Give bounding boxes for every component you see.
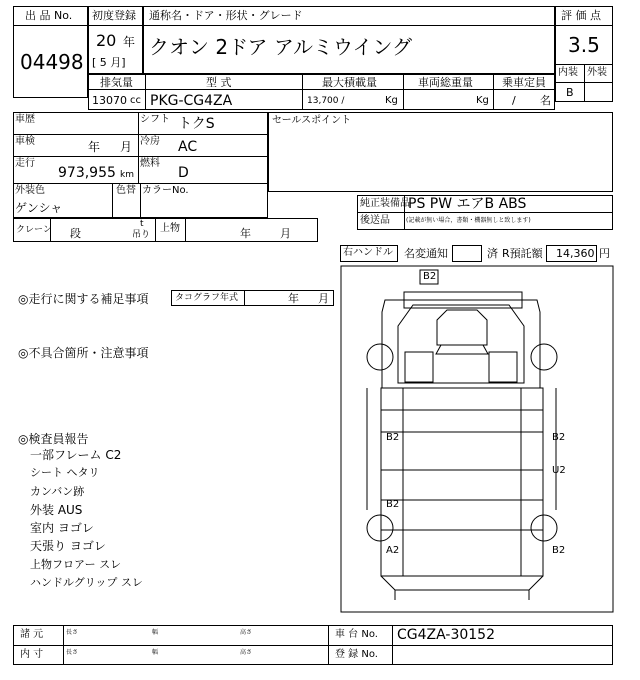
equipment-label: 純正装備品 (360, 198, 410, 209)
shift-value: トクS (178, 116, 215, 132)
recycle-mark: 済 (487, 247, 498, 260)
exterior-color-value: ゲンシャ (15, 201, 63, 215)
exterior-color-label: 外装色 (15, 185, 45, 196)
max-load-label: 最大積載量 (322, 76, 377, 89)
color-number-label: カラーNo. (142, 185, 189, 196)
inspector-report-label: ◎検査員報告 (18, 432, 89, 446)
chassis-label: 車 台 No. (335, 629, 378, 640)
model-name-label: 通称名・ドア・形状・グレード (149, 9, 303, 22)
capacity-unit: 名 (540, 94, 551, 107)
inspector-item: 天張り ヨゴレ (30, 539, 106, 553)
interior-label: 内装 (558, 67, 578, 78)
diagram-mark-top: B2 (423, 271, 437, 282)
tachograph-year: 年 (288, 292, 299, 305)
chassis-number: CG4ZA-30152 (397, 627, 495, 643)
inspector-item: カンバン跡 (30, 485, 85, 498)
ac-label: 冷房 (140, 136, 160, 147)
diagram-mark-left: B2 (386, 432, 400, 443)
body-upper-month: 月 (280, 227, 291, 240)
color-change-label: 色替 (116, 185, 136, 196)
inspection-label: 車検 (15, 136, 35, 147)
fuel-value: D (178, 165, 189, 181)
gross-weight-unit: Kg (476, 95, 489, 106)
diagram-mark-right: B2 (552, 432, 566, 443)
length-label: 長さ (66, 649, 79, 656)
first-registration-year-unit: 年 (123, 35, 136, 49)
width-label: 幅 (152, 629, 159, 636)
registration-label: 登 録 No. (335, 649, 378, 660)
dims-label: 諸 元 (20, 629, 44, 640)
crane-label: クレーン (16, 225, 52, 235)
recycle-amount: 14,360 (556, 247, 595, 260)
model-name: クオン 2ドア アルミウイング (149, 35, 413, 59)
body-upper-label: 上物 (160, 223, 180, 234)
tachograph-label: タコグラフ年式 (175, 293, 239, 303)
inspector-item: 室内 ヨゴレ (30, 521, 94, 535)
score-value: 3.5 (568, 33, 600, 57)
capacity-label: 乗車定員 (502, 76, 546, 89)
crane-tonnage: t (140, 219, 144, 229)
displacement-unit: cc (130, 95, 141, 106)
body-upper-year: 年 (240, 227, 251, 240)
diagram-mark-left: A2 (386, 545, 400, 556)
inspector-item: 一部フレーム C2 (30, 448, 122, 462)
lot-number-label: 出 品 No. (25, 9, 73, 22)
inspector-item: ハンドルグリップ スレ (30, 576, 143, 589)
displacement-label: 排気量 (100, 76, 133, 89)
diagram-mark-left: B2 (386, 499, 400, 510)
width-label: 幅 (152, 649, 159, 656)
exterior-label: 外装 (587, 67, 607, 78)
length-label: 長さ (66, 629, 79, 636)
sales-point-label: セールスポイント (272, 115, 352, 126)
diagram-mark-right: B2 (552, 545, 566, 556)
history-label: 車歴 (15, 114, 35, 125)
mileage-value: 973,955 (58, 165, 116, 181)
aftermarket-label: 後送品 (360, 215, 390, 226)
score-label: 評 価 点 (561, 9, 601, 22)
inspection-month: 月 (120, 140, 133, 154)
interior-grade: B (566, 86, 574, 99)
diagram-mark-right: U2 (552, 465, 566, 476)
recycle-unit: 円 (599, 247, 610, 260)
equipment-value: PS PW エアB ABS (408, 196, 527, 212)
first-registration-label: 初度登録 (92, 9, 136, 22)
height-label: 高さ (240, 629, 253, 636)
inspector-item: 外装 AUS (30, 503, 83, 517)
displacement-value: 13070 (92, 94, 127, 107)
mileage-label: 走行 (15, 158, 35, 169)
model-type-value: PKG-CG4ZA (150, 93, 233, 109)
ac-value: AC (178, 139, 198, 155)
tachograph-month: 月 (318, 292, 329, 305)
inspection-year: 年 (88, 140, 101, 154)
model-type-label: 型 式 (206, 76, 232, 89)
aftermarket-note: (記載が無い場合，書類・機器無しと致します) (406, 217, 531, 224)
recycle-label: R預託額 (502, 247, 543, 260)
crane-stage: 段 (70, 227, 81, 240)
defects-label: ◎不具合箇所・注意事項 (18, 346, 149, 360)
lot-number: 04498 (20, 50, 84, 74)
inspector-item: シート ヘタリ (30, 466, 100, 479)
driving-notes-label: ◎走行に関する補足事項 (18, 292, 149, 306)
name-change-label: 名変通知 (404, 247, 448, 260)
interior-dims-label: 内 寸 (20, 649, 44, 660)
first-registration-year: 20 (96, 31, 117, 50)
mileage-unit: km (120, 170, 134, 180)
gross-weight-label: 車両総重量 (418, 76, 473, 89)
inspector-item: 上物フロアー スレ (30, 558, 122, 571)
capacity-separator: / (512, 94, 516, 107)
shift-label: シフト (140, 114, 170, 125)
first-registration-month: [ 5 月] (92, 56, 126, 69)
handle-value: 右ハンドル (343, 247, 393, 258)
height-label: 高さ (240, 649, 253, 656)
max-load-unit: Kg (385, 95, 398, 106)
fuel-label: 燃料 (140, 158, 160, 169)
max-load-value: 13,700 / (307, 96, 345, 106)
crane-hang: 吊り (132, 230, 151, 240)
